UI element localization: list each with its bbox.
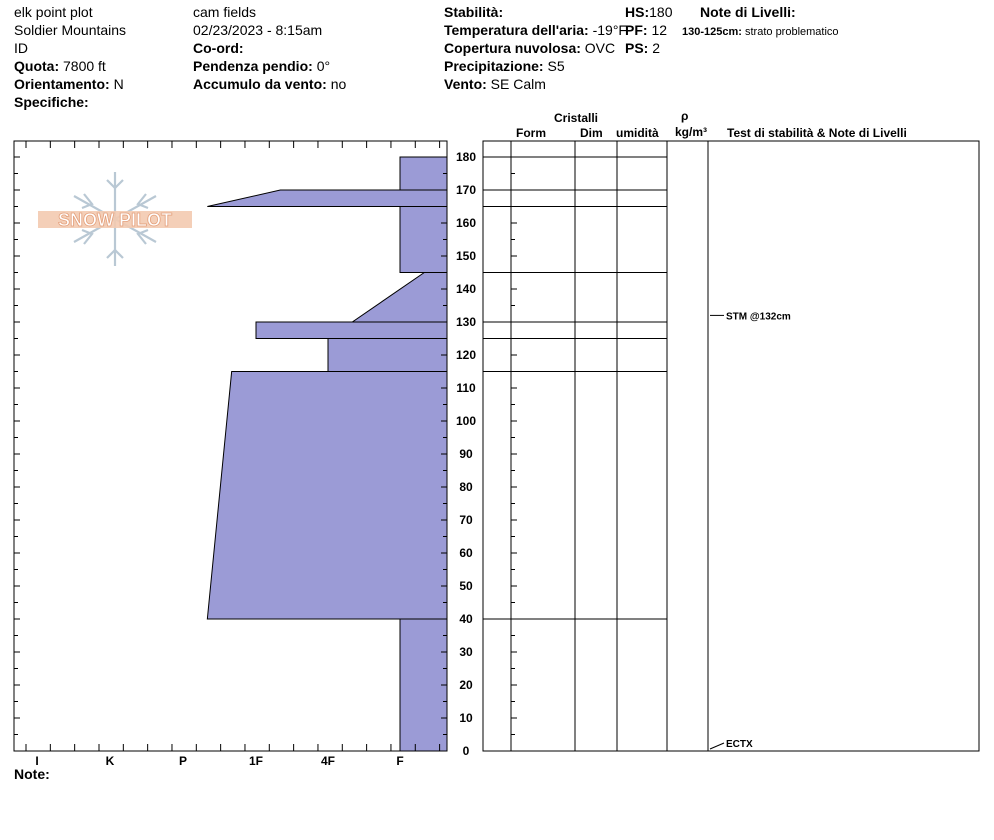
snowpilot-logo <box>38 172 192 266</box>
hardness-label: 4F <box>320 754 336 768</box>
layers-table-frame <box>483 141 979 751</box>
notes-label: Note: <box>14 766 50 782</box>
stability-label: Stabilità: <box>444 4 504 20</box>
density-unit-header: kg/m³ <box>675 125 708 139</box>
hs-value: 180 <box>649 4 673 20</box>
hardness-layer <box>256 322 447 339</box>
y-tick-label: 140 <box>455 282 477 296</box>
hardness-label: F <box>396 754 404 768</box>
form-header: Form <box>516 126 546 140</box>
y-tick-label: 170 <box>455 183 477 197</box>
hardness-layer <box>400 207 447 273</box>
y-tick-label: 90 <box>459 447 473 461</box>
y-tick-label: 130 <box>455 315 477 329</box>
y-tick-label: 0 <box>462 744 470 758</box>
mountain-range: Soldier Mountains <box>14 22 127 38</box>
hardness-layer <box>352 273 447 323</box>
logo-text: SNOW PILOT <box>58 210 172 230</box>
wind-loading-label: Accumulo da vento: <box>193 76 327 92</box>
state: ID <box>14 40 28 56</box>
y-tick-label: 110 <box>456 381 476 395</box>
elevation-value: 7800 ft <box>63 58 106 74</box>
y-tick-label: 80 <box>459 480 473 494</box>
hardness-label: 1F <box>248 754 264 768</box>
y-tick-label: 10 <box>459 711 473 725</box>
hs-label: HS: <box>625 4 650 20</box>
y-tick-label: 180 <box>455 150 477 164</box>
hardness-layer <box>400 619 447 751</box>
coords-label: Co-ord: <box>193 40 244 56</box>
precip-label: Precipitazione: <box>444 58 544 74</box>
observer: cam fields <box>193 4 257 20</box>
pf-label: PF: <box>625 22 648 38</box>
tests-header: Test di stabilità & Note di Livelli <box>727 126 907 140</box>
y-tick-label: 20 <box>459 678 473 692</box>
slope-label: Pendenza pendio: <box>193 58 313 74</box>
site-name: elk point plot <box>14 4 93 20</box>
ps-value: 2 <box>652 40 661 56</box>
dim-header: Dim <box>580 126 603 140</box>
y-tick-label: 160 <box>455 216 477 230</box>
hardness-label: P <box>178 754 188 768</box>
y-tick-label: 60 <box>459 546 473 560</box>
hardness-layer <box>207 190 447 207</box>
layer-note-range: 130-125cm: <box>682 26 742 38</box>
air-temp-label: Temperatura dell'aria: <box>444 22 589 38</box>
specifics-label: Specifiche: <box>14 94 89 110</box>
hardness-label: K <box>105 754 115 768</box>
air-temp-value: -19°F <box>592 22 627 38</box>
y-tick-label: 70 <box>459 513 473 527</box>
moisture-header: umidità <box>616 126 659 140</box>
ps-label: PS: <box>625 40 649 56</box>
precip-value: S5 <box>547 58 565 74</box>
y-tick-label: 30 <box>459 645 473 659</box>
hardness-layer <box>328 339 447 372</box>
hardness-label: I <box>35 754 39 768</box>
pf-value: 12 <box>651 22 668 38</box>
annotation-label: ECTX <box>726 739 753 750</box>
crystals-header: Cristalli <box>554 111 599 125</box>
layer-notes-label: Note di Livelli: <box>700 4 796 20</box>
aspect-label: Orientamento: <box>14 76 110 92</box>
y-tick-label: 50 <box>459 579 473 593</box>
hardness-layer <box>400 157 447 190</box>
sky-label: Copertura nuvolosa: <box>444 40 581 56</box>
elevation-label: Quota: <box>14 58 60 74</box>
wind-loading-value: no <box>330 76 347 92</box>
annotation-label: STM @132cm <box>726 311 791 323</box>
y-tick-label: 120 <box>455 348 477 362</box>
wind-label: Vento: <box>444 76 487 92</box>
sky-value: OVC <box>584 40 616 56</box>
date-time: 02/23/2023 - 8:15am <box>193 22 323 38</box>
y-tick-label: 150 <box>455 249 477 263</box>
annotation-arrow <box>710 743 724 749</box>
rho-header: ρ <box>681 109 689 123</box>
aspect-value: N <box>113 76 124 92</box>
wind-value: SE Calm <box>490 76 546 92</box>
layer-note-text: strato problematico <box>745 26 839 38</box>
y-tick-label: 40 <box>459 612 473 626</box>
hardness-layer <box>207 372 447 620</box>
slope-value: 0° <box>316 58 331 74</box>
y-tick-label: 100 <box>455 414 477 428</box>
